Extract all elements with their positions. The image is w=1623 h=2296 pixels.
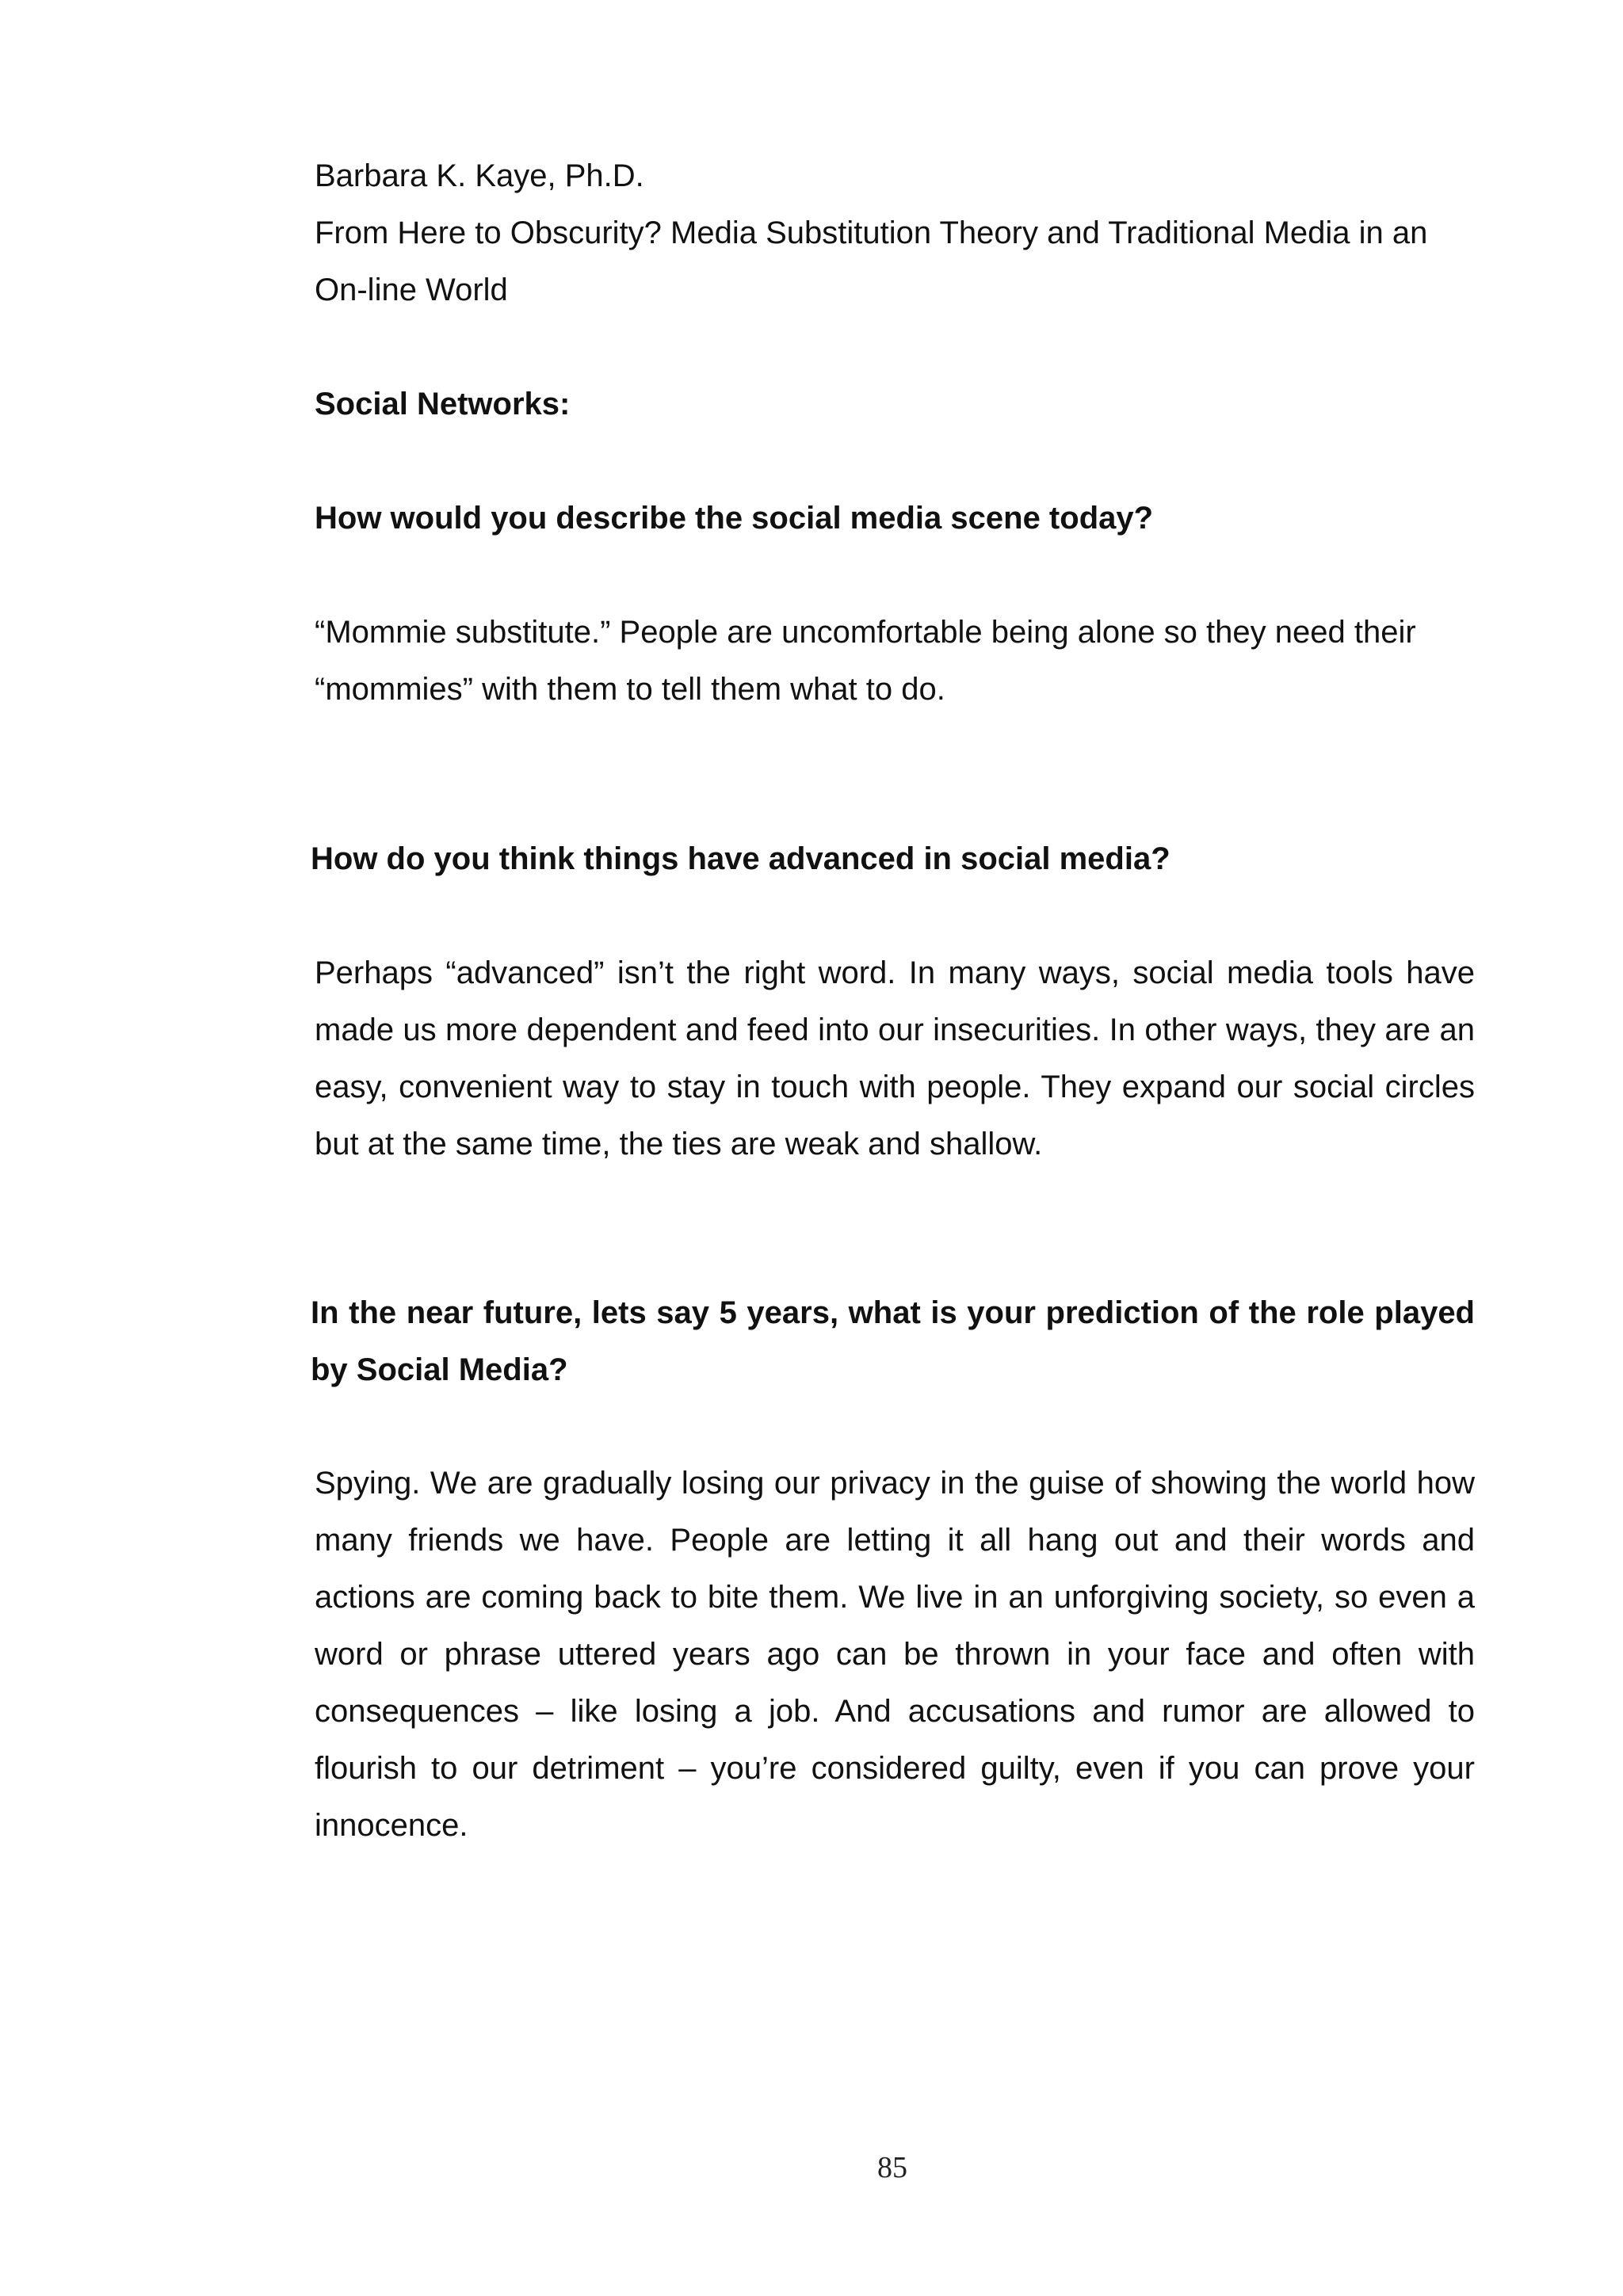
section-heading: Social Networks: <box>315 387 571 421</box>
author-line: Barbara K. Kaye, Ph.D. <box>315 158 644 193</box>
question-2: How do you think things have advanced in social media? <box>311 841 1170 876</box>
document-title: From Here to Obscurity? Media Substitution Theory and Traditional Media in an On-line World <box>315 215 1428 307</box>
answer-2: Perhaps “advanced” isn’t the right word. In many ways, social media tools have made us more dependent and feed into our insecurities. In other ways, they are an easy, convenient way to stay in touch with people. They expand our social circles but at the same time, the ties are weak and shallow. <box>315 955 1475 1161</box>
page-number: 85 <box>877 2151 907 2184</box>
question-3: In the near future, lets say 5 years, what is your prediction of the role played by Social Media? <box>311 1295 1475 1387</box>
question-1: How would you describe the social media scene today? <box>315 501 1154 536</box>
answer-3: Spying. We are gradually losing our privacy in the guise of showing the world how many friends we have. People are letting it all hang out and their words and actions are coming back to bite them. We live in an unforgiving society, so even a word or phrase uttered years ago can be thrown in your face and often with consequences – like losing a job. And accusations and rumor are allowed to flourish to our detriment – you’re considered guilty, even if you can prove your innocence. <box>315 1466 1475 1843</box>
answer-1: “Mommie substitute.” People are uncomfortable being alone so they need their “mommies” with them to tell them what to do. <box>315 615 1416 707</box>
